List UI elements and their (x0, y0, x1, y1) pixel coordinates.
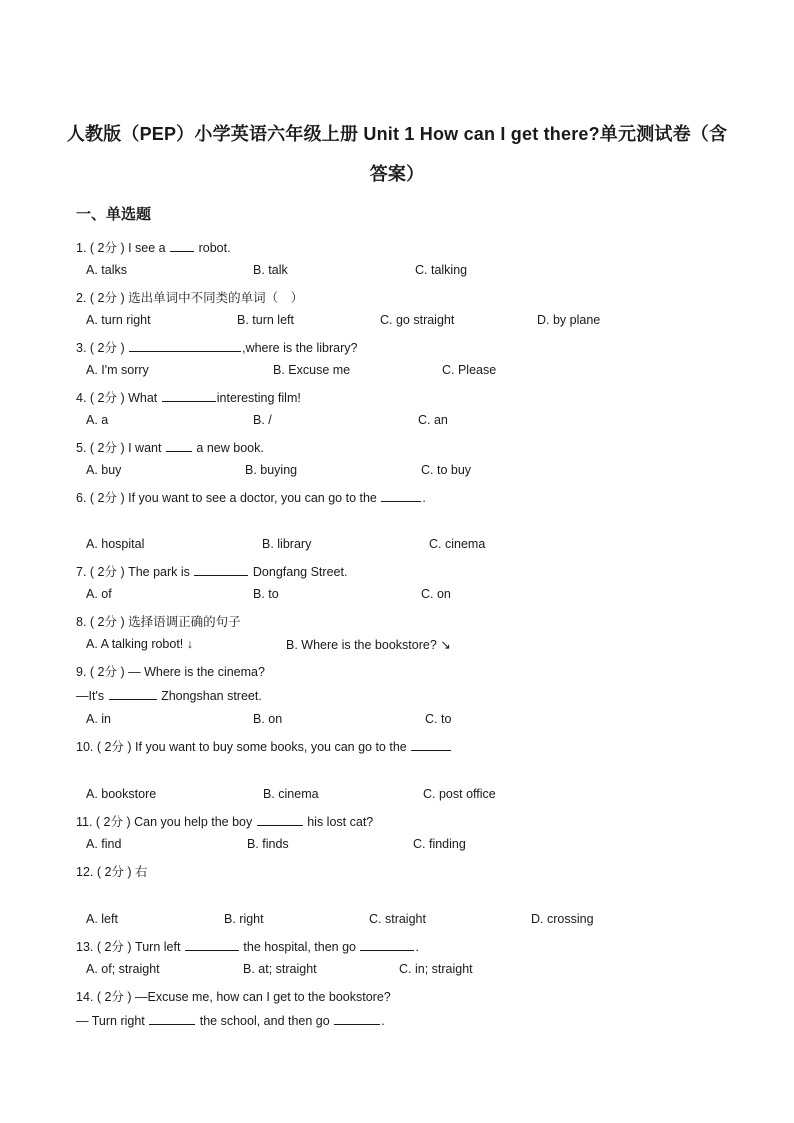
option-c: C. straight (369, 912, 426, 926)
question-text: the hospital, then go (243, 940, 356, 954)
option-a: A. buy (86, 463, 122, 477)
question-3-stem (76, 338, 357, 356)
option-a: A. talks (86, 263, 127, 277)
question-text: a new book. (196, 441, 264, 455)
question-text: . (422, 491, 426, 505)
option-b: B. to (253, 587, 279, 601)
question-5-stem (76, 438, 264, 456)
option-b: B. at; straight (243, 962, 317, 976)
option-a: A. hospital (86, 537, 145, 551)
answer-blank (381, 489, 421, 502)
option-b: B. turn left (237, 313, 294, 327)
option-b: B. right (224, 912, 264, 926)
question-text: 3. ( 2分 ) (76, 341, 125, 355)
question-9-stem: 9. ( 2分 ) — Where is the cinema? (76, 665, 265, 679)
question-8-stem: 8. ( 2分 ) 选择语调正确的句子 (76, 615, 241, 629)
question-text: interesting film! (216, 391, 301, 405)
question-text: 7. ( 2分 ) The park is (76, 565, 190, 579)
option-c: C. on (421, 587, 451, 601)
question-9-reply (76, 687, 262, 703)
question-text: Dongfang Street. (252, 565, 348, 579)
question-14-stem: 14. ( 2分 ) —Excuse me, how can I get to the bookstore? (76, 990, 391, 1004)
question-text: robot. (198, 241, 231, 255)
question-4-stem (76, 388, 301, 406)
option-a: A. turn right (86, 313, 151, 327)
answer-blank (166, 439, 192, 452)
answer-blank (334, 1012, 380, 1025)
option-b: B. Where is the bookstore? ↘ (286, 638, 451, 652)
option-b: B. / (253, 413, 272, 427)
question-text: . (381, 1014, 385, 1028)
option-b: B. Excuse me (273, 363, 351, 377)
answer-blank (257, 813, 303, 826)
page-title-continued: 答案） (369, 164, 425, 184)
option-c: C. in; straight (399, 962, 473, 976)
question-text: 1. ( 2分 ) I see a (76, 241, 166, 255)
answer-blank (129, 339, 241, 352)
question-text: —It's (76, 689, 105, 703)
answer-blank (162, 389, 216, 402)
question-text: ,where is the library? (242, 341, 358, 355)
option-c: C. Please (442, 363, 497, 377)
option-b: B. talk (253, 263, 288, 277)
answer-blank (170, 239, 194, 252)
question-text: Zhongshan street. (161, 689, 262, 703)
question-1-stem (76, 238, 231, 256)
option-b: B. on (253, 712, 283, 726)
option-a: A. a (86, 413, 109, 427)
option-a: A. left (86, 912, 118, 926)
question-text: — Turn right (76, 1014, 145, 1028)
option-a: A. A talking robot! ↓ (86, 637, 194, 651)
option-a: A. I'm sorry (86, 363, 149, 377)
question-text: 13. ( 2分 ) Turn left (76, 940, 181, 954)
option-c: C. talking (415, 263, 468, 277)
option-c: C. an (418, 413, 448, 427)
question-text: the school, and then go (199, 1014, 330, 1028)
question-text: 5. ( 2分 ) I want (76, 441, 162, 455)
question-10-stem (76, 737, 452, 755)
page-title: 人教版（PEP）小学英语六年级上册 Unit 1 How can I get there?单元测试卷（含 (66, 124, 728, 144)
option-a: A. in (86, 712, 112, 726)
option-c: C. go straight (380, 313, 455, 327)
option-b: B. buying (245, 463, 298, 477)
question-11-stem (76, 812, 373, 830)
question-text: 10. ( 2分 ) If you want to buy some books, you can go to the (76, 740, 407, 754)
option-a: A. bookstore (86, 787, 157, 801)
option-c: C. to (425, 712, 452, 726)
question-2-stem: 2. ( 2分 ) 选出单词中不同类的单词（ ） (76, 291, 304, 305)
section-heading: 一、单选题 (76, 206, 152, 223)
option-a: A. find (86, 837, 122, 851)
option-a: A. of; straight (86, 962, 160, 976)
question-14-reply (76, 1012, 385, 1028)
option-a: A. of (86, 587, 112, 601)
question-7-stem (76, 562, 347, 580)
option-d: D. crossing (531, 912, 594, 926)
option-d: D. by plane (537, 313, 601, 327)
question-6-stem (76, 488, 426, 506)
question-text: 11. ( 2分 ) Can you help the boy (76, 815, 253, 829)
option-b: B. library (262, 537, 312, 551)
answer-blank (185, 938, 239, 951)
answer-blank (360, 938, 414, 951)
answer-blank (149, 1012, 195, 1025)
question-12-stem: 12. ( 2分 ) 右 (76, 865, 148, 879)
option-c: C. cinema (429, 537, 486, 551)
answer-blank (109, 687, 157, 700)
question-text: . (415, 940, 419, 954)
question-text: his lost cat? (307, 815, 374, 829)
question-text: 6. ( 2分 ) If you want to see a doctor, you can go to the (76, 491, 377, 505)
question-13-stem (76, 937, 419, 955)
answer-blank (411, 738, 451, 751)
option-c: C. finding (413, 837, 466, 851)
option-b: B. finds (247, 837, 289, 851)
question-text: 4. ( 2分 ) What (76, 391, 158, 405)
option-c: C. to buy (421, 463, 472, 477)
option-c: C. post office (423, 787, 496, 801)
answer-blank (194, 563, 248, 576)
option-b: B. cinema (263, 787, 319, 801)
